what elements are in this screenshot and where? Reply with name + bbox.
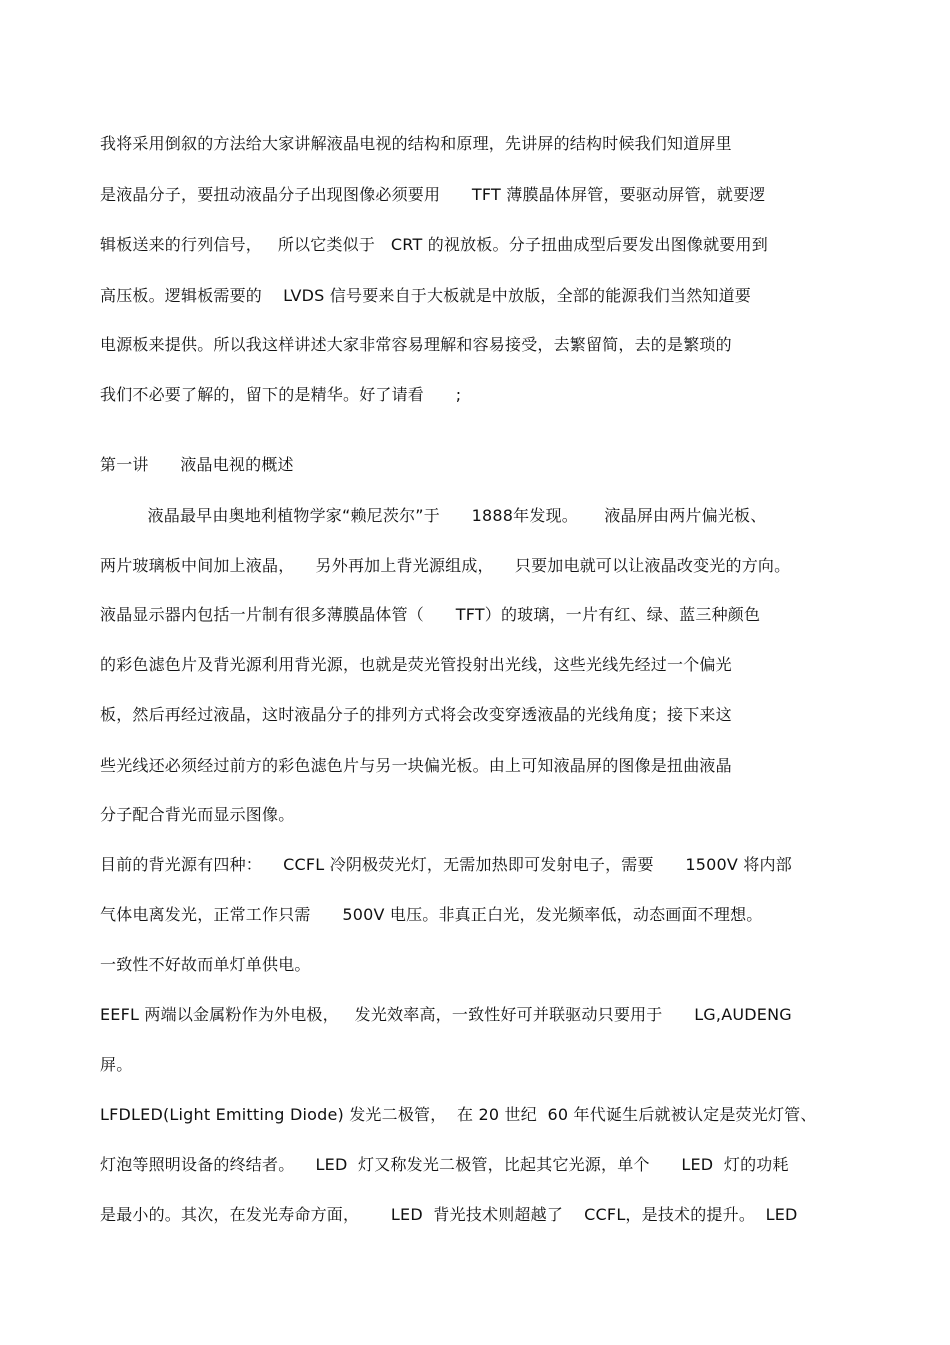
text-line: 我将采用倒叙的方法给大家讲解液晶电视的结构和原理，先讲屏的结构时候我们知道屏里 [100, 134, 732, 153]
text-line: 高压板。逻辑板需要的 LVDS 信号要来自于大板就是中放版，全部的能源我们当然知道要 [100, 286, 752, 305]
text-line: 辑板送来的行列信号， 所以它类似于 CRT 的视放板。分子扭曲成型后要发出图像就要用到 [100, 235, 768, 254]
text-line: 液晶最早由奥地利植物学家“赖尼茨尔”于 1888年发现。 液晶屏由两片偏光板、 [100, 506, 767, 525]
text-line: LFDLED(Light Emitting Diode) 发光二极管， 在 20 世纪 60 年代诞生后就被认定是荧光灯管、 [100, 1105, 817, 1124]
section-heading: 第一讲 液晶电视的概述 [100, 455, 294, 474]
text-line: 液晶显示器内包括一片制有很多薄膜晶体管（ TFT）的玻璃，一片有红、绿、蓝三种颜色 [100, 605, 761, 624]
text-line: 的彩色滤色片及背光源利用背光源，也就是荧光管投射出光线，这些光线先经过一个偏光 [100, 655, 732, 674]
text-line: 灯泡等照明设备的终结者。 LED 灯又称发光二极管，比起其它光源，单个 LED 灯的功耗 [100, 1155, 789, 1174]
text-line: 我们不必要了解的，留下的是精华。好了请看 ; [100, 385, 462, 404]
text-line: 气体电离发光，正常工作只需 500V 电压。非真正白光，发光频率低，动态画面不理想。 [100, 905, 763, 924]
text-line: 一致性不好故而单灯单供电。 [100, 955, 311, 974]
text-line: 屏。 [100, 1055, 133, 1074]
text-line: 些光线还必须经过前方的彩色滤色片与另一块偏光板。由上可知液晶屏的图像是扭曲液晶 [100, 756, 732, 775]
text-line: 是最小的。其次，在发光寿命方面， LED 背光技术则超越了 CCFL，是技术的提升。 LED [100, 1205, 798, 1224]
text-line: 两片玻璃板中间加上液晶， 另外再加上背光源组成， 只要加电就可以让液晶改变光的方向。 [100, 556, 791, 575]
text-line: 板，然后再经过液晶，这时液晶分子的排列方式将会改变穿透液晶的光线角度；接下来这 [100, 705, 732, 724]
text-line: 是液晶分子，要扭动液晶分子出现图像必须要用 TFT 薄膜晶体屏管，要驱动屏管，就要逻 [100, 185, 766, 204]
text-line: EEFL 两端以金属粉作为外电极， 发光效率高，一致性好可并联驱动只要用于 LG,AUDENG [100, 1005, 792, 1024]
text-line: 电源板来提供。所以我这样讲述大家非常容易理解和容易接受，去繁留简，去的是繁琐的 [100, 335, 732, 354]
text-line: 分子配合背光而显示图像。 [100, 805, 295, 824]
text-line: 目前的背光源有四种： CCFL 冷阴极荧光灯，无需加热即可发射电子，需要 1500V 将内部 [100, 855, 792, 874]
